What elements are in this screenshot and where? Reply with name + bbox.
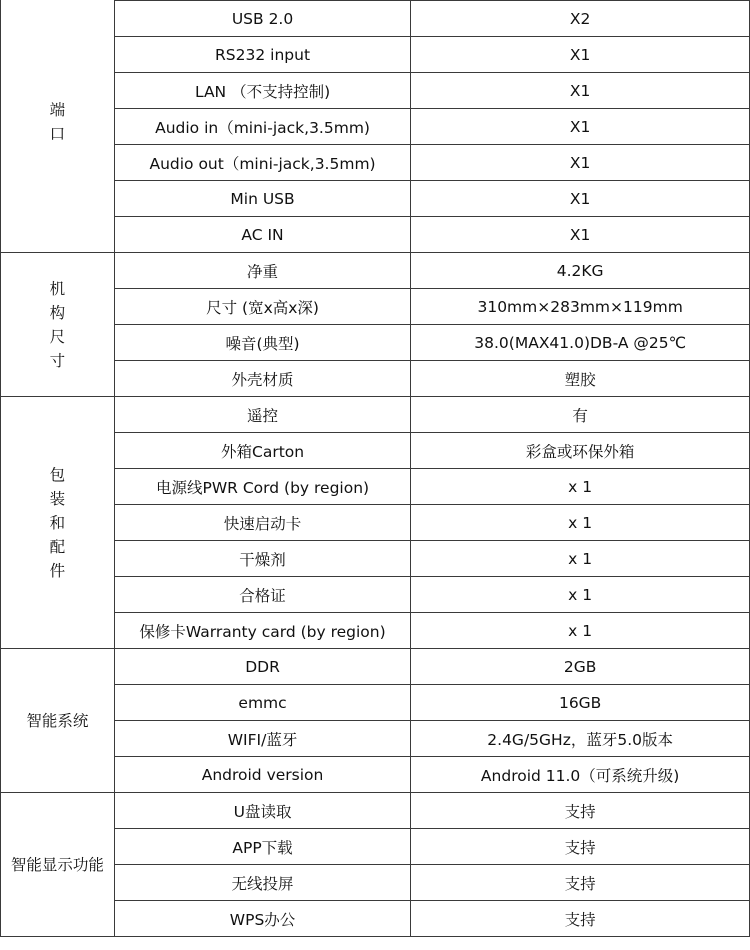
spec-value: 310mm×283mm×119mm — [411, 289, 750, 325]
spec-item: 电源线PWR Cord (by region) — [114, 469, 410, 505]
spec-value: 有 — [411, 397, 750, 433]
spec-value: 彩盒或环保外箱 — [411, 433, 750, 469]
spec-item: 合格证 — [114, 577, 410, 613]
spec-item: 外箱Carton — [114, 433, 410, 469]
spec-value: 4.2KG — [411, 253, 750, 289]
spec-value: x 1 — [411, 577, 750, 613]
spec-item: Android version — [114, 757, 410, 793]
spec-item: U盘读取 — [114, 793, 410, 829]
spec-item: 干燥剂 — [114, 541, 410, 577]
spec-value: 38.0(MAX41.0)DB-A @25℃ — [411, 325, 750, 361]
spec-value: 支持 — [411, 829, 750, 865]
group-label-cell — [1, 397, 115, 649]
group-label: 端口 — [49, 101, 66, 143]
spec-value: x 1 — [411, 505, 750, 541]
group-label-cell — [1, 649, 115, 793]
spec-item: 外壳材质 — [114, 361, 410, 397]
spec-value: x 1 — [411, 469, 750, 505]
spec-value: X1 — [411, 145, 750, 181]
spec-value: X1 — [411, 73, 750, 109]
group-label: 智能系统 — [26, 711, 89, 730]
spec-value: X1 — [411, 181, 750, 217]
spec-item: DDR — [114, 649, 410, 685]
spec-item: Min USB — [114, 181, 410, 217]
spec-item: 遥控 — [114, 397, 410, 433]
spec-value: X1 — [411, 217, 750, 253]
group-label-cell — [1, 793, 115, 937]
spec-row — [1, 397, 750, 433]
spec-table-body — [1, 0, 750, 937]
spec-value: X1 — [411, 109, 750, 145]
spec-row — [1, 649, 750, 685]
spec-item: RS232 input — [114, 37, 410, 73]
spec-value: 16GB — [411, 685, 750, 721]
spec-item: Audio out（mini-jack,3.5mm) — [114, 145, 410, 181]
spec-value: 支持 — [411, 793, 750, 829]
spec-item: emmc — [114, 685, 410, 721]
group-label-cell — [1, 253, 115, 397]
spec-value: 2.4G/5GHz，蓝牙5.0版本 — [411, 721, 750, 757]
spec-item: Audio in（mini-jack,3.5mm) — [114, 109, 410, 145]
group-label-cell — [1, 0, 115, 253]
spec-value: x 1 — [411, 541, 750, 577]
group-label: 包装和配件 — [49, 465, 66, 580]
group-label: 智能显示功能 — [10, 855, 104, 874]
spec-item: APP下载 — [114, 829, 410, 865]
spec-value: 塑胶 — [411, 361, 750, 397]
spec-item: LAN （不支持控制) — [114, 73, 410, 109]
spec-item: 保修卡Warranty card (by region) — [114, 613, 410, 649]
spec-item: 无线投屏 — [114, 865, 410, 901]
spec-item: USB 2.0 — [114, 1, 410, 37]
spec-value: 支持 — [411, 865, 750, 901]
spec-row — [1, 253, 750, 289]
spec-item: WPS办公 — [114, 901, 410, 937]
spec-value: 支持 — [411, 901, 750, 937]
spec-value: X1 — [411, 37, 750, 73]
group-label: 机构尺寸 — [49, 279, 66, 370]
spec-value: Android 11.0（可系统升级) — [411, 757, 750, 793]
spec-row — [1, 793, 750, 829]
spec-item: 快速启动卡 — [114, 505, 410, 541]
spec-value: x 1 — [411, 613, 750, 649]
spec-value: X2 — [411, 1, 750, 37]
spec-item: 尺寸 (宽x高x深) — [114, 289, 410, 325]
spec-item: AC IN — [114, 217, 410, 253]
spec-value: 2GB — [411, 649, 750, 685]
spec-item: WIFI/蓝牙 — [114, 721, 410, 757]
spec-item: 净重 — [114, 253, 410, 289]
spec-item: 噪音(典型) — [114, 325, 410, 361]
